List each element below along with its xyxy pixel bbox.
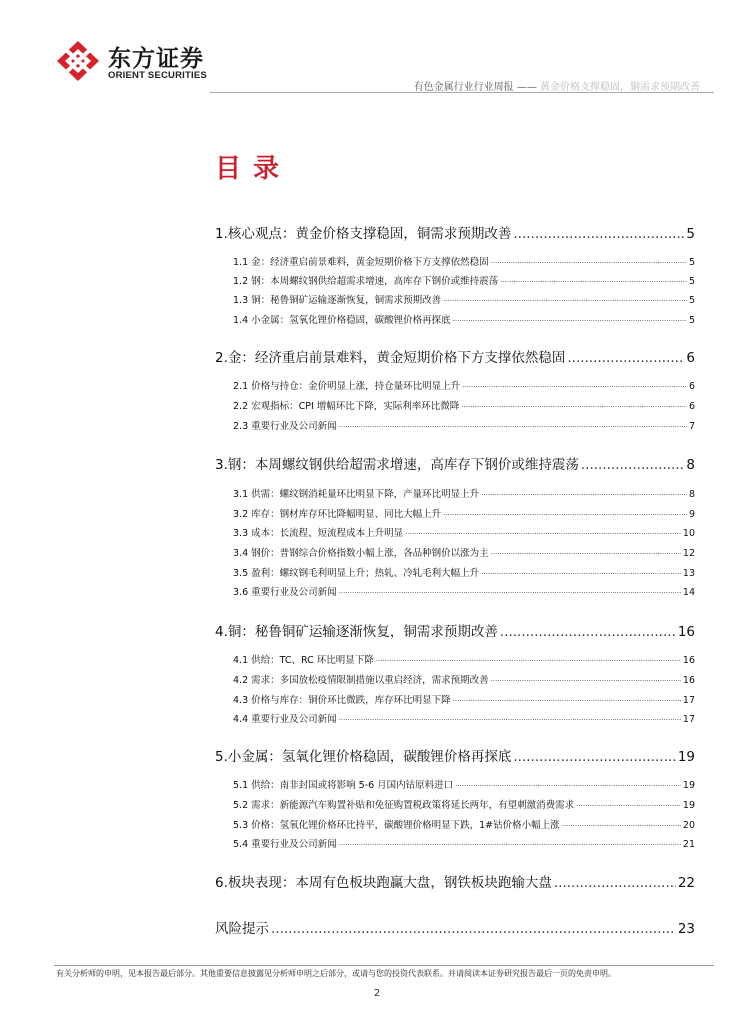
toc-leader: [443, 292, 687, 306]
toc-item-page: 21: [682, 839, 695, 850]
toc-section-label: 2.金：经济重启前景难料，黄金短期价格下方支撑依然稳固: [215, 350, 566, 366]
toc-section-6[interactable]: [215, 871, 695, 891]
toc-leader: [455, 777, 681, 791]
toc-section-label: 5.小金属：氢氧化锂价格稳固，碳酸锂价格再探底: [215, 749, 512, 765]
toc-item-5-4[interactable]: [233, 836, 695, 850]
toc-section-1[interactable]: [215, 222, 695, 242]
toc-item-label: 2.2 宏观指标：CPI 增幅环比下降，实际利率环比微降: [233, 401, 460, 412]
report-subtitle: 黄金价格支撑稳固，铜需求预期改善: [540, 82, 700, 93]
toc-title: 目录: [215, 154, 292, 184]
toc-leader: [576, 797, 681, 811]
toc-item-page: 5: [688, 295, 695, 306]
toc-leader: [500, 273, 687, 287]
toc-item-label: 4.3 价格与库存：铜价环比微跌，库存环比明显下降: [233, 695, 451, 706]
toc-item-3-5[interactable]: [233, 565, 695, 579]
logo-name-cn: 东方证券: [108, 46, 204, 72]
toc-item-label: 5.2 需求：新能源汽车购置补贴和免征购置税政策将延长两年，有望刺激消费需求: [233, 800, 575, 811]
toc-item-4-3[interactable]: [233, 692, 695, 706]
toc-item-page: 9: [688, 509, 695, 520]
toc-leader: [461, 398, 687, 412]
toc-leader: [513, 749, 675, 765]
toc-item-label: 3.3 成本：长流程、短流程成本上升明显: [233, 528, 404, 539]
toc-item-page: 19: [682, 800, 695, 811]
toc-item-1-2[interactable]: [233, 273, 695, 287]
toc-item-label: 5.4 重要行业及公司新闻: [233, 839, 337, 850]
toc-item-page: 14: [682, 587, 695, 598]
toc-item-page: 5: [688, 257, 695, 268]
toc-item-5-2[interactable]: [233, 797, 695, 811]
toc-leader: [453, 312, 687, 326]
toc-section-page: 5: [686, 226, 695, 242]
toc-item-1-4[interactable]: [233, 312, 695, 326]
toc-item-3-3[interactable]: [233, 525, 695, 539]
toc-item-label: 3.1 供需：螺纹钢消耗量环比明显下降，产量环比明显上升: [233, 489, 480, 500]
footer-disclaimer: 有关分析师的申明，见本报告最后部分。其他重要信息披露见分析师申明之后部分，或请与您的投资代表联系。并请阅读本证券研究报告最后一页的免责申明。: [56, 969, 616, 978]
toc-item-3-1[interactable]: [233, 486, 695, 500]
toc-item-page: 6: [688, 381, 695, 392]
toc-item-page: 13: [682, 568, 695, 579]
toc-item-4-4[interactable]: [233, 711, 695, 725]
toc-item-label: 3.4 钢价：普钢综合价格指数小幅上涨，各品种钢价以涨为主: [233, 548, 489, 559]
toc-item-label: 2.3 重要行业及公司新闻: [233, 421, 337, 432]
toc-section-5[interactable]: [215, 745, 695, 765]
logo-name-en: ORIENT SECURITIES: [108, 70, 207, 81]
toc-leader: [453, 692, 681, 706]
report-header: [414, 78, 700, 93]
toc-item-1-3[interactable]: [233, 292, 695, 306]
toc-item-page: 6: [688, 401, 695, 412]
toc-item-label: 5.3 价格：氢氧化锂价格环比持平，碳酸锂价格明显下跌，1#钴价格小幅上涨: [233, 820, 560, 831]
toc-section-risk[interactable]: [215, 917, 695, 937]
toc-section-label: 风险提示: [215, 921, 269, 937]
toc-leader: [339, 836, 681, 850]
toc-item-5-3[interactable]: [233, 817, 695, 831]
toc-section-page: 19: [677, 749, 695, 765]
toc-item-label: 3.6 重要行业及公司新闻: [233, 587, 337, 598]
toc-item-page: 8: [688, 489, 695, 500]
toc-item-label: 4.1 供给：TC、RC 环比明显下降: [233, 655, 374, 666]
toc-section-page: 22: [677, 875, 695, 891]
toc-leader: [491, 254, 687, 268]
toc-item-label: 4.2 需求：多国放松疫情限制措施以重启经济，需求预期改善: [233, 675, 489, 686]
toc-item-2-3[interactable]: [233, 418, 695, 432]
toc-item-page: 5: [688, 315, 695, 326]
page-number: 2: [373, 988, 381, 999]
company-logo: [56, 40, 226, 82]
toc-leader: [339, 418, 687, 432]
toc-section-page: 16: [677, 624, 695, 640]
toc-section-page: 23: [677, 921, 695, 937]
toc-item-page: 20: [682, 820, 695, 831]
toc-item-label: 5.1 供给：南非封国或将影响 5-6 月国内钴原料进口: [233, 780, 454, 791]
toc-item-page: 17: [682, 714, 695, 725]
toc-leader: [513, 226, 684, 242]
toc-item-page: 19: [682, 780, 695, 791]
toc-item-4-2[interactable]: [233, 672, 695, 686]
toc-section-2[interactable]: [215, 346, 695, 366]
toc-leader: [405, 525, 681, 539]
toc-item-label: 2.1 价格与持仓：金价明显上涨，持仓量环比明显上升: [233, 381, 461, 392]
toc-leader: [554, 875, 676, 891]
toc-leader: [562, 817, 681, 831]
header-divider: [210, 92, 714, 93]
toc-section-label: 6.板块表现：本周有色板块跑赢大盘，钢铁板块跑输大盘: [215, 875, 552, 891]
toc-item-label: 1.1 金：经济重启前景难料，黄金短期价格下方支撑依然稳固: [233, 257, 489, 268]
toc-leader: [491, 545, 681, 559]
toc-item-page: 16: [682, 675, 695, 686]
toc-section-3[interactable]: [215, 453, 695, 473]
toc-item-page: 5: [688, 276, 695, 287]
toc-item-3-2[interactable]: [233, 506, 695, 520]
toc-item-label: 3.5 盈利：螺纹钢毛利明显上升；热轧、冷轧毛利大幅上升: [233, 568, 480, 579]
toc-item-label: 1.4 小金属：氢氧化锂价格稳固，碳酸锂价格再探底: [233, 315, 451, 326]
toc-leader: [491, 672, 681, 686]
toc-item-label: 1.3 铜：秘鲁铜矿运输逐渐恢复，铜需求预期改善: [233, 295, 442, 306]
toc-item-3-4[interactable]: [233, 545, 695, 559]
toc-leader: [339, 584, 681, 598]
toc-item-page: 10: [682, 528, 695, 539]
toc-leader: [581, 457, 685, 473]
toc-section-4[interactable]: [215, 620, 695, 640]
toc-section-page: 6: [686, 350, 695, 366]
toc-item-page: 16: [682, 655, 695, 666]
toc-item-page: 17: [682, 695, 695, 706]
toc-leader: [481, 565, 681, 579]
toc-item-5-1[interactable]: [233, 777, 695, 791]
toc-leader: [567, 350, 684, 366]
toc-leader: [500, 624, 676, 640]
toc-item-2-1[interactable]: [233, 378, 695, 392]
toc-leader: [462, 378, 687, 392]
toc-item-page: 7: [688, 421, 695, 432]
orient-securities-logo-icon: [56, 40, 100, 82]
toc-section-label: 1.核心观点：黄金价格支撑稳固，铜需求预期改善: [215, 226, 512, 242]
toc-leader: [376, 652, 681, 666]
footer-divider: [54, 965, 714, 966]
toc-section-label: 4.铜：秘鲁铜矿运输逐渐恢复，铜需求预期改善: [215, 624, 498, 640]
toc-item-label: 1.2 钢：本周螺纹钢供给超需求增速，高库存下钢价或维持震荡: [233, 276, 499, 287]
toc-item-4-1[interactable]: [233, 652, 695, 666]
toc-item-3-6[interactable]: [233, 584, 695, 598]
toc-item-label: 4.4 重要行业及公司新闻: [233, 714, 337, 725]
toc-leader: [339, 711, 681, 725]
toc-leader: [271, 921, 676, 937]
toc-item-label: 3.2 库存：钢材库存环比降幅明显、同比大幅上升: [233, 509, 442, 520]
toc-item-2-2[interactable]: [233, 398, 695, 412]
toc-item-1-1[interactable]: [233, 254, 695, 268]
toc-leader: [443, 506, 687, 520]
toc-section-label: 3.钢：本周螺纹钢供给超需求增速，高库存下钢价或维持震荡: [215, 457, 579, 473]
toc-item-page: 12: [682, 548, 695, 559]
toc-leader: [481, 486, 687, 500]
header-dash: ——: [516, 82, 537, 93]
report-type: 有色金属行业行业周报: [413, 82, 514, 93]
toc-section-page: 8: [686, 457, 695, 473]
